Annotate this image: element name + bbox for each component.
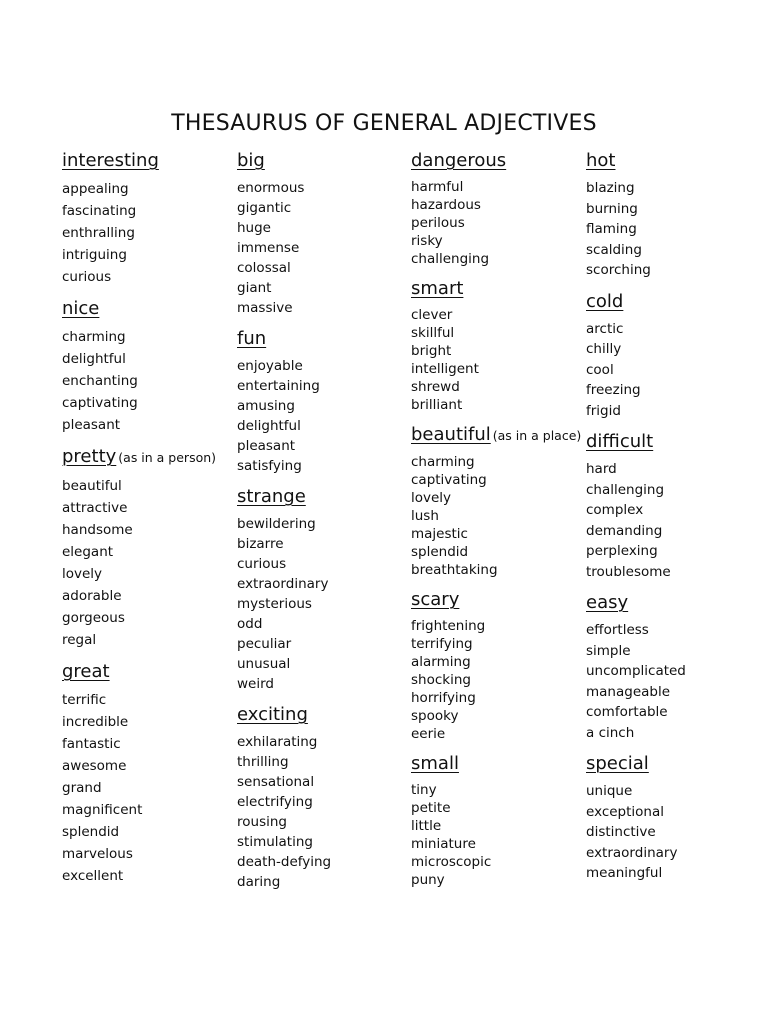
word-list <box>411 617 581 743</box>
synonym: appealing <box>62 181 129 197</box>
heading-word: interesting <box>62 150 159 171</box>
heading-word: exciting <box>237 704 308 725</box>
word-list <box>586 319 756 422</box>
heading-word: strange <box>237 486 306 507</box>
synonym: unique <box>586 783 633 799</box>
synonym: entertaining <box>237 378 320 394</box>
synonym: perplexing <box>586 543 658 559</box>
synonym: fascinating <box>62 203 137 219</box>
synonym: little <box>411 818 442 834</box>
synonym: giant <box>237 280 272 296</box>
synonym: demanding <box>586 522 663 539</box>
synonym: shrewd <box>411 379 460 395</box>
synonym: hazardous <box>411 197 481 213</box>
synonym: daring <box>237 874 281 890</box>
synonym: intelligent <box>411 361 479 377</box>
synonym: breathtaking <box>411 562 498 578</box>
synonym: delightful <box>237 418 301 434</box>
synonym: enormous <box>237 180 305 196</box>
synonym: exhilarating <box>237 734 318 750</box>
heading-word: special <box>586 753 649 774</box>
synonym: charming <box>411 454 475 470</box>
section-easy <box>586 590 756 743</box>
synonym: tiny <box>411 782 437 798</box>
section-dangerous <box>411 148 581 268</box>
synonym: incredible <box>62 714 129 730</box>
word-list <box>411 781 581 889</box>
word-list <box>411 453 581 579</box>
synonym: majestic <box>411 526 468 542</box>
synonym: marvelous <box>62 846 133 862</box>
section-heading <box>62 296 232 322</box>
synonym: regal <box>62 632 97 648</box>
section-interesting <box>62 148 232 288</box>
synonym: magnificent <box>62 802 143 818</box>
section-special <box>586 751 756 884</box>
word-list <box>411 306 581 414</box>
word-list <box>62 178 232 288</box>
word-list <box>62 326 232 436</box>
heading-word: great <box>62 661 110 682</box>
synonym: excellent <box>62 868 124 884</box>
synonym: terrific <box>62 692 107 708</box>
synonym: gigantic <box>237 200 292 216</box>
synonym: beautiful <box>62 478 122 494</box>
section-heading <box>586 429 756 455</box>
synonym: extraordinary <box>237 576 329 592</box>
synonym: amusing <box>237 398 295 414</box>
synonym: arctic <box>586 320 624 337</box>
section-heading <box>586 590 756 616</box>
synonym: pleasant <box>237 438 296 454</box>
synonym: curious <box>62 269 112 285</box>
synonym: petite <box>411 800 451 816</box>
heading-word: smart <box>411 278 464 299</box>
synonym: electrifying <box>237 794 313 810</box>
synonym: challenging <box>411 251 490 267</box>
section-heading <box>411 148 581 174</box>
synonym: cool <box>586 361 614 378</box>
synonym: brilliant <box>411 397 463 413</box>
column-2 <box>237 148 407 900</box>
synonym: puny <box>411 872 445 888</box>
page-title: THESAURUS OF GENERAL ADJECTIVES <box>171 111 597 136</box>
synonym: enjoyable <box>237 358 303 374</box>
word-list <box>586 459 756 582</box>
word-list <box>62 475 232 651</box>
synonym: extraordinary <box>586 844 678 861</box>
section-cold <box>586 289 756 422</box>
heading-note: (as in a person) <box>118 450 217 465</box>
synonym: colossal <box>237 260 291 276</box>
synonym: troublesome <box>586 563 671 580</box>
synonym: alarming <box>411 654 471 670</box>
section-exciting <box>237 702 407 892</box>
synonym: handsome <box>62 522 133 538</box>
section-heading <box>62 148 232 174</box>
synonym: odd <box>237 616 263 632</box>
synonym: unusual <box>237 656 291 672</box>
synonym: mysterious <box>237 596 312 612</box>
synonym: satisfying <box>237 458 302 474</box>
section-heading <box>237 326 407 352</box>
section-hot <box>586 148 756 281</box>
column-3 <box>411 148 581 897</box>
synonym: flaming <box>586 221 637 237</box>
heading-word: difficult <box>586 431 654 452</box>
synonym: adorable <box>62 588 122 604</box>
synonym: hard <box>586 461 617 477</box>
synonym: intriguing <box>62 247 127 263</box>
synonym: frigid <box>586 402 621 419</box>
word-list <box>237 356 407 476</box>
synonym: sensational <box>237 774 315 790</box>
section-heading <box>62 444 232 471</box>
synonym: attractive <box>62 500 128 516</box>
section-pretty <box>62 444 232 651</box>
heading-word: hot <box>586 150 616 171</box>
synonym: pleasant <box>62 417 121 433</box>
section-heading <box>237 702 407 728</box>
synonym: gorgeous <box>62 610 125 626</box>
word-list <box>586 781 756 884</box>
section-beautiful <box>411 422 581 579</box>
synonym: harmful <box>411 179 464 195</box>
section-difficult <box>586 429 756 582</box>
section-heading <box>237 484 407 510</box>
word-list <box>237 178 407 318</box>
synonym: miniature <box>411 836 476 852</box>
synonym: horrifying <box>411 690 476 706</box>
synonym: lovely <box>62 566 103 582</box>
synonym: exceptional <box>586 803 665 820</box>
synonym: rousing <box>237 814 287 830</box>
synonym: terrifying <box>411 636 473 652</box>
synonym: blazing <box>586 180 635 196</box>
synonym: challenging <box>586 481 665 498</box>
synonym: captivating <box>411 472 487 488</box>
synonym: bewildering <box>237 516 316 532</box>
synonym: scalding <box>586 241 642 258</box>
heading-word: pretty <box>62 446 117 467</box>
synonym: captivating <box>62 395 138 411</box>
synonym: simple <box>586 642 631 659</box>
synonym: a cinch <box>586 724 635 741</box>
synonym: clever <box>411 307 453 323</box>
section-heading <box>411 276 581 302</box>
synonym: elegant <box>62 544 114 560</box>
synonym: uncomplicated <box>586 663 686 679</box>
section-small <box>411 751 581 889</box>
synonym: awesome <box>62 758 127 774</box>
word-list <box>586 178 756 281</box>
section-nice <box>62 296 232 436</box>
synonym: splendid <box>62 824 120 840</box>
word-list <box>237 514 407 694</box>
synonym: complex <box>586 502 644 518</box>
synonym: huge <box>237 220 271 236</box>
synonym: death-defying <box>237 854 332 870</box>
synonym: lovely <box>411 490 452 506</box>
heading-word: dangerous <box>411 150 507 171</box>
synonym: lush <box>411 508 439 524</box>
synonym: stimulating <box>237 834 313 850</box>
synonym: spooky <box>411 708 459 724</box>
synonym: shocking <box>411 672 471 688</box>
section-heading <box>411 751 581 777</box>
heading-word: nice <box>62 298 100 319</box>
synonym: grand <box>62 780 102 796</box>
word-list <box>237 732 407 892</box>
synonym: enchanting <box>62 373 138 389</box>
section-heading <box>411 422 581 449</box>
section-big <box>237 148 407 318</box>
synonym: charming <box>62 329 126 345</box>
section-heading <box>586 751 756 777</box>
synonym: immense <box>237 240 300 256</box>
synonym: scorching <box>586 262 651 278</box>
heading-word: cold <box>586 290 624 312</box>
section-heading <box>586 289 756 315</box>
word-list <box>411 178 581 268</box>
word-list <box>62 689 232 887</box>
synonym: fantastic <box>62 736 121 752</box>
synonym: perilous <box>411 215 465 231</box>
section-strange <box>237 484 407 694</box>
synonym: weird <box>237 676 274 692</box>
synonym: massive <box>237 300 293 316</box>
synonym: peculiar <box>237 636 292 652</box>
synonym: freezing <box>586 382 641 398</box>
section-fun <box>237 326 407 476</box>
synonym: chilly <box>586 341 622 357</box>
synonym: risky <box>411 233 443 249</box>
synonym: effortless <box>586 622 649 638</box>
section-heading <box>237 148 407 174</box>
section-heading <box>586 148 756 174</box>
synonym: enthralling <box>62 225 135 241</box>
heading-word: scary <box>411 589 460 610</box>
synonym: frightening <box>411 618 486 634</box>
synonym: thrilling <box>237 754 289 770</box>
synonym: skillful <box>411 325 455 341</box>
heading-word: easy <box>586 592 629 613</box>
heading-word: beautiful <box>411 424 491 445</box>
word-list <box>586 620 756 743</box>
synonym: meaningful <box>586 865 663 881</box>
synonym: bizarre <box>237 536 284 552</box>
synonym: comfortable <box>586 704 668 720</box>
section-great <box>62 659 232 887</box>
synonym: distinctive <box>586 824 656 840</box>
section-heading <box>411 587 581 613</box>
section-smart <box>411 276 581 414</box>
column-4 <box>586 148 756 892</box>
heading-word: big <box>237 150 265 171</box>
synonym: microscopic <box>411 854 492 870</box>
synonym: curious <box>237 556 287 572</box>
synonym: manageable <box>586 683 671 700</box>
heading-note: (as in a place) <box>492 428 582 443</box>
synonym: eerie <box>411 726 446 742</box>
section-scary <box>411 587 581 743</box>
synonym: burning <box>586 200 638 217</box>
section-heading <box>62 659 232 685</box>
heading-word: small <box>411 753 459 774</box>
column-1 <box>62 148 232 895</box>
synonym: bright <box>411 343 452 359</box>
synonym: delightful <box>62 351 126 367</box>
synonym: splendid <box>411 544 469 560</box>
heading-word: fun <box>237 328 267 349</box>
